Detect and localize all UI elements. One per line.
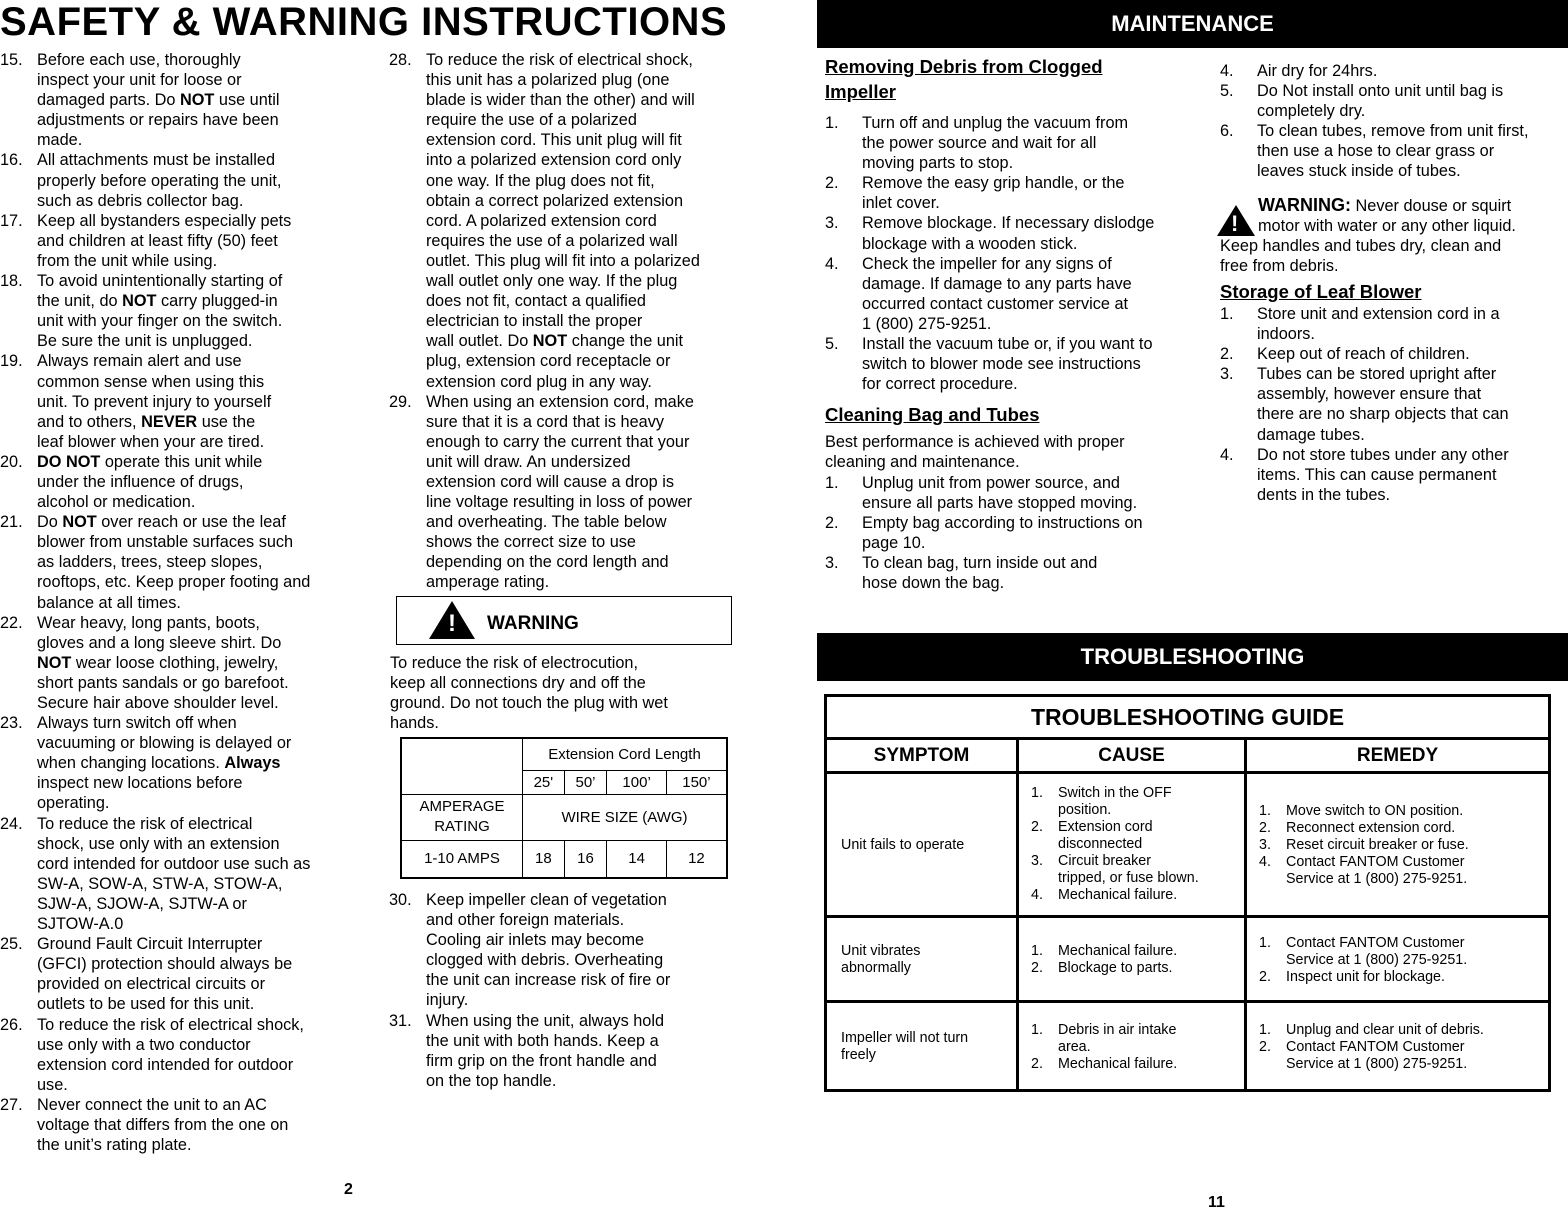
row-divider	[827, 1000, 1548, 1003]
cord-length-cell: 150’	[666, 770, 727, 794]
page-number-left: 2	[344, 1181, 353, 1198]
list-item: 21. Do NOT over reach or use the leaf blower from unstable surfaces such as ladders, trees, steep slopes, rooftops, etc. Keep proper footing and balance at all times.	[0, 513, 311, 612]
item-number: 5.	[825, 335, 839, 354]
emphasis: Always	[224, 754, 281, 773]
extension-cord-table	[400, 737, 728, 879]
list-item: 2. Contact FANTOM Customer Service at 1 (800) 275-9251.	[1259, 1039, 1468, 1072]
safety-list	[0, 50, 360, 1155]
item-number: 1.	[1220, 304, 1234, 323]
list-item: 2. Keep out of reach of children.	[1220, 345, 1470, 364]
item-number: 23.	[0, 714, 23, 733]
item-number: 29.	[389, 392, 412, 411]
troubleshooting-guide	[824, 694, 1551, 1092]
impeller-heading: Removing Debris from Clogged Impeller	[825, 56, 1103, 102]
remedy-header: REMEDY	[1247, 740, 1548, 774]
warning-icon: !	[1217, 205, 1255, 236]
list-item: 3. To clean bag, turn inside out and hose down the bag.	[825, 553, 1098, 592]
safety-column-2	[389, 50, 749, 593]
list-item: 1. Mechanical failure.	[1031, 943, 1178, 959]
list-item: 2. Extension cord disconnected	[1031, 819, 1153, 852]
item-number: 1.	[1031, 1022, 1043, 1038]
item-number: 22.	[0, 613, 23, 632]
list-item: 1. Store unit and extension cord in a indoors.	[1220, 304, 1500, 344]
item-number: 2.	[825, 513, 839, 532]
list-item: 3. Reset circuit breaker or fuse.	[1259, 837, 1469, 853]
troubleshooting-header: TROUBLESHOOTING	[817, 633, 1568, 681]
list-item: 24. To reduce the risk of electrical shock, use only with an extension cord intended for outdoor use such as SW-A, SOW-A, STW-A, STOW-A, SJW-A, SJOW-A, SJTW-A or SJTOW-A.0	[0, 814, 311, 934]
cord-length-header: Extension Cord Length	[523, 738, 728, 770]
list-item: 1. Debris in air intake area.	[1031, 1022, 1177, 1055]
remedy-cell	[1259, 1022, 1544, 1073]
list-item: 15. Before each use, thoroughly inspect your unit for loose or damaged parts. Do NOT use until adjustments or repairs have been made.	[0, 51, 280, 150]
item-number: 2.	[1259, 820, 1271, 836]
cleaning-steps-continued	[1220, 61, 1568, 182]
symptom-cell: Unit fails to operate	[841, 837, 965, 853]
storage-steps	[1220, 304, 1568, 505]
amperage-label: AMPERAGE RATING	[401, 794, 523, 840]
wire-size-cell: 12	[666, 840, 727, 878]
maintenance-column-right	[1220, 61, 1568, 505]
item-number: 2.	[1031, 819, 1043, 835]
list-item: 22. Wear heavy, long pants, boots, gloves and a long sleeve shirt. Do NOT wear loose clothing, jewelry, short pants sandals or go barefoot. Secure hair above shoulder level.	[0, 613, 289, 712]
item-number: 17.	[0, 211, 23, 230]
list-item: 4. Mechanical failure.	[1031, 887, 1178, 903]
list-item: 5. Do Not install onto unit until bag is completely dry.	[1220, 82, 1504, 121]
warning-text: To reduce the risk of electrocution, keep all connections dry and off the ground. Do not touch the plug with wet hands.	[390, 654, 668, 733]
item-number: 1.	[1259, 803, 1271, 819]
item-number: 2.	[1259, 969, 1271, 985]
list-item: 18. To avoid unintentionally starting of the unit, do NOT carry plugged-in unit with your finger on the switch. Be sure the unit is unplugged.	[0, 272, 283, 351]
item-number: 1.	[825, 473, 839, 492]
safety-list	[389, 50, 749, 593]
emphasis: NOT	[122, 292, 157, 311]
warning-label: WARNING	[487, 613, 579, 634]
item-number: 2.	[825, 174, 839, 193]
list-item: 26. To reduce the risk of electrical shock, use only with a two conductor extension cord intended for outdoor use.	[0, 1015, 304, 1094]
cause-cell	[1031, 943, 1241, 977]
list-item: 2. Mechanical failure.	[1031, 1056, 1178, 1072]
wire-size-cell: 18	[523, 840, 565, 878]
cleaning-heading: Cleaning Bag and Tubes	[825, 404, 1040, 426]
list-item: 5. Install the vacuum tube or, if you want to switch to blower mode see instructions for correct procedure.	[825, 335, 1153, 394]
list-item: 29. When using an extension cord, make sure that it is a cord that is heavy enough to carry the current that your unit will draw. An undersized extension cord will cause a drop is line voltage resulting in loss of power and overheating. The table below shows the correct size to use depending on the cord length and amperage rating.	[389, 392, 694, 592]
list-item: 2. Inspect unit for blockage.	[1259, 969, 1445, 985]
list-item: 19. Always remain alert and use common sense when using this unit. To prevent injury to yourself and to others, NEVER use the leaf blower when your are tired.	[0, 352, 272, 451]
list-item: 2. Blockage to parts.	[1031, 960, 1173, 976]
cord-length-cell: 50’	[564, 770, 607, 794]
list-item: 2. Remove the easy grip handle, or the inlet cover.	[825, 174, 1125, 213]
impeller-steps	[825, 113, 1205, 394]
list-item: 6. To clean tubes, remove from unit first, then use a hose to clear grass or leaves stuck inside of tubes.	[1220, 122, 1529, 181]
item-number: 30.	[389, 891, 412, 909]
item-number: 31.	[389, 1011, 412, 1030]
wire-size-cell: 14	[607, 840, 667, 878]
list-item: 23. Always turn switch off when vacuuming or blowing is delayed or when changing locations. Always inspect new locations before operating.	[0, 714, 292, 813]
amp-row-label: 1-10 AMPS	[401, 840, 523, 878]
symptom-cell: Impeller will not turn freely	[841, 1030, 969, 1063]
item-number: 3.	[825, 553, 839, 572]
list-item: 3. Tubes can be stored upright after assembly, however ensure that there are no sharp objects that can damage tubes.	[1220, 365, 1509, 444]
cleaning-steps	[825, 473, 1205, 594]
cleaning-intro: Best performance is achieved with proper cleaning and maintenance.	[825, 433, 1125, 472]
item-number: 26.	[0, 1015, 23, 1034]
wire-size-label: WIRE SIZE (AWG)	[523, 794, 728, 840]
item-number: 4.	[1031, 887, 1043, 903]
list-item: 31. When using the unit, always hold the unit with both hands. Keep a firm grip on the front handle and on the top handle.	[389, 1011, 665, 1090]
page-number-right: 11	[1208, 1194, 1225, 1211]
storage-heading: Storage of Leaf Blower	[1220, 280, 1422, 302]
list-item: 17. Keep all bystanders especially pets and children at least fifty (50) feet from the unit while using.	[0, 211, 292, 270]
list-item: 16. All attachments must be installed properly before operating the unit, such as debris collector bag.	[0, 151, 282, 210]
empty-header-cell	[401, 738, 523, 794]
remedy-cell	[1259, 803, 1544, 888]
item-number: 3.	[1031, 853, 1043, 869]
item-number: 4.	[1259, 854, 1271, 870]
item-number: 2.	[1031, 1056, 1043, 1072]
item-number: 1.	[1031, 785, 1043, 801]
item-number: 24.	[0, 814, 23, 833]
list-item: 25. Ground Fault Circuit Interrupter (GFCI) protection should always be provided on electrical circuits or outlets to be used for this unit.	[0, 935, 293, 1014]
maintenance-header: MAINTENANCE	[817, 0, 1568, 48]
list-item: 4. Contact FANTOM Customer Service at 1 (800) 275-9251.	[1259, 854, 1468, 887]
page-title: SAFETY & WARNING INSTRUCTIONS	[0, 0, 728, 44]
warning-text-2: Keep handles and tubes dry, clean and free from debris.	[1220, 236, 1502, 275]
list-item: 1. Move switch to ON position.	[1259, 803, 1464, 819]
warning-label: WARNING:	[1258, 194, 1351, 215]
item-number: 2.	[1220, 345, 1234, 364]
item-number: 19.	[0, 352, 23, 371]
list-item: 3. Circuit breaker tripped, or fuse blown.	[1031, 853, 1199, 886]
safety-list	[389, 890, 749, 1091]
list-item: 2. Empty bag according to instructions on page 10.	[825, 513, 1143, 552]
list-item: 1. Turn off and unplug the vacuum from the power source and wait for all moving parts to stop.	[825, 114, 1129, 173]
item-number: 1.	[825, 114, 839, 132]
emphasis: NEVER	[141, 412, 198, 431]
guide-title: TROUBLESHOOTING GUIDE	[827, 697, 1548, 740]
warning-icon: !	[429, 601, 475, 639]
item-number: 5.	[1220, 82, 1234, 101]
item-number: 3.	[1259, 837, 1271, 853]
list-item: 28. To reduce the risk of electrical shock, this unit has a polarized plug (one blade is wider than the other) and will require the use of a polarized extension cord. This unit plug will fit into a polarized extension cord only one way. If the plug does not fit, obtain a correct polarized extension cord. A polarized extension cord requires the use of a polarized wall outlet. This plug will fit into a polarized wall outlet only one way. If the plug does not fit, contact a qualified electrician to install the proper wall outlet. Do NOT change the unit plug, extension cord receptacle or extension cord plug in any way.	[389, 51, 700, 391]
item-number: 20.	[0, 452, 23, 471]
wire-size-cell: 16	[564, 840, 607, 878]
emphasis: NOT	[532, 332, 568, 351]
symptom-header: SYMPTOM	[827, 740, 1016, 774]
emphasis: NOT	[62, 513, 97, 532]
item-number: 16.	[0, 151, 23, 170]
item-number: 4.	[1220, 62, 1234, 80]
item-number: 2.	[1259, 1039, 1271, 1055]
emphasis: NOT	[180, 91, 215, 110]
cause-header: CAUSE	[1019, 740, 1244, 774]
cord-length-cell: 100’	[607, 770, 667, 794]
list-item: 2. Reconnect extension cord.	[1259, 820, 1456, 836]
item-number: 27.	[0, 1095, 23, 1114]
cause-cell	[1031, 1022, 1241, 1073]
item-number: 3.	[1220, 365, 1234, 384]
cause-cell	[1031, 785, 1241, 904]
warning-box	[396, 596, 732, 645]
item-number: 6.	[1220, 122, 1234, 141]
item-number: 15.	[0, 51, 23, 69]
item-number: 28.	[389, 51, 412, 69]
item-number: 1.	[1259, 935, 1271, 951]
item-number: 18.	[0, 272, 23, 291]
list-item: 4. Check the impeller for any signs of damage. If damage to any parts have occurred contact customer service at 1 (800) 275-9251.	[825, 254, 1132, 333]
item-number: 1.	[1259, 1022, 1271, 1038]
row-divider	[827, 915, 1548, 918]
list-item: 1. Switch in the OFF position.	[1031, 785, 1172, 818]
list-item: 1. Contact FANTOM Customer Service at 1 (800) 275-9251.	[1259, 935, 1468, 968]
item-number: 21.	[0, 513, 23, 532]
symptom-cell: Unit vibrates abnormally	[841, 943, 921, 976]
list-item: 1. Unplug unit from power source, and ensure all parts have stopped moving.	[825, 473, 1138, 512]
maintenance-warning	[1220, 195, 1568, 276]
list-item: 4. Air dry for 24hrs.	[1220, 62, 1378, 80]
safety-column-2b	[389, 890, 749, 1091]
list-item: 30. Keep impeller clean of vegetation and other foreign materials. Cooling air inlets may become clogged with debris. Overheating the unit can increase risk of fire or injury.	[389, 891, 671, 1010]
item-number: 4.	[1220, 445, 1234, 464]
cord-length-cell: 25'	[523, 770, 565, 794]
warning-text: Never douse or squirt motor with water or any other liquid.	[1258, 196, 1516, 235]
item-number: 4.	[825, 254, 839, 273]
remedy-cell	[1259, 935, 1544, 986]
emphasis: DO NOT	[37, 452, 101, 471]
item-number: 25.	[0, 935, 23, 954]
emphasis: NOT	[37, 653, 72, 672]
item-number: 1.	[1031, 943, 1043, 959]
list-item: 4. Do not store tubes under any other items. This can cause permanent dents in the tubes.	[1220, 445, 1509, 504]
item-number: 3.	[825, 214, 839, 233]
list-item: 20. DO NOT operate this unit while under the influence of drugs, alcohol or medication.	[0, 452, 263, 512]
list-item: 27. Never connect the unit to an AC voltage that differs from the one on the unit’s rating plate.	[0, 1095, 289, 1155]
list-item: 3. Remove blockage. If necessary dislodge blockage with a wooden stick.	[825, 214, 1155, 253]
safety-column-1	[0, 50, 360, 1155]
item-number: 2.	[1031, 960, 1043, 976]
maintenance-column-left	[825, 54, 1205, 593]
list-item: 1. Unplug and clear unit of debris.	[1259, 1022, 1484, 1038]
